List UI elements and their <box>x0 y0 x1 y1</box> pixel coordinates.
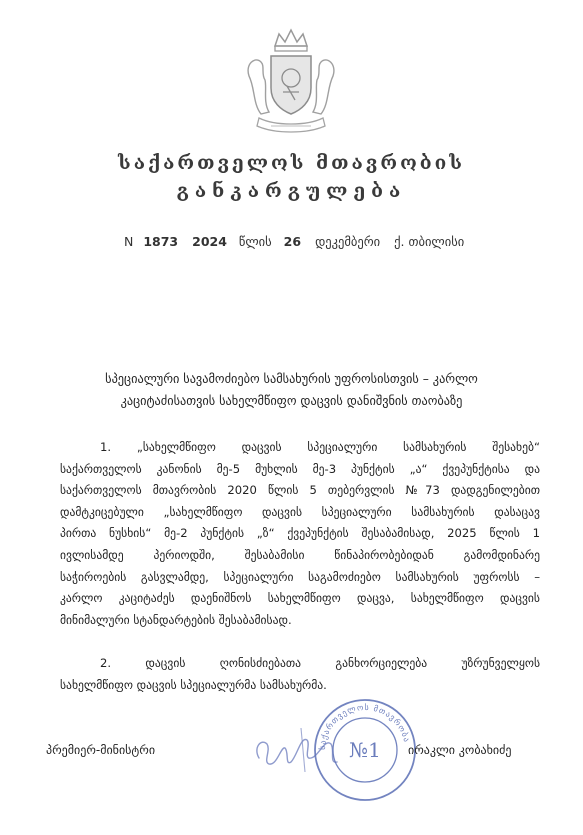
document-meta <box>124 234 464 249</box>
paragraph-line: კარლო კაციტაძეს დაენიშნოს სახელმწიფო დაცვა, სახელმწიფო დაცვის <box>60 591 540 606</box>
number-sign: N <box>124 234 134 249</box>
year-word: წლის <box>238 234 272 249</box>
subject-line-1: სპეციალური სავამოძიებო სამსახურის უფროსისთვის – კარლო <box>105 372 478 386</box>
official-stamp <box>310 695 420 805</box>
document-number: 1873 <box>143 234 179 249</box>
document-year: 2024 <box>192 234 227 249</box>
paragraph-line: პირთა ნუსხის“ მე-2 პუნქტის „ზ“ ქვეპუნქტის შესაბამისად, 2025 წლის 1 <box>60 526 540 541</box>
document-city: ქ. თბილისი <box>394 234 465 249</box>
coat-of-arms-emblem <box>231 26 351 138</box>
subject-line-2: კაციტაძისათვის სახელმწიფო დაცვის დანიშვნის თაობაზე <box>120 394 463 408</box>
paragraph-1 <box>60 437 540 631</box>
signatory-name: ირაკლი კობახიძე <box>408 743 512 757</box>
paragraph-line: დამტკიცებული „სახელმწიფო დაცვის სპეციალური სამსახურის დასაცავ <box>60 504 540 519</box>
document-type-title: განკარგულება <box>176 180 407 202</box>
government-title: საქართველოს მთავრობის <box>118 152 465 174</box>
paragraph-line: საქართველოს კანონის მე-5 მუხლის მე-3 პუნქტის „ა“ ქვეპუნქტისა და <box>60 461 540 476</box>
stamp-ring-text: საქართველოს მთავრობა <box>317 702 412 751</box>
document-month: დეკემბერი <box>315 234 381 249</box>
paragraph-line: მინიმალური სტანდარტების შესაბამისად. <box>60 612 292 627</box>
paragraph-line: ივლისამდე პერიოდში, შესაბამისი წინაპირობებიდან გამომდინარე <box>60 547 540 562</box>
paragraph-line: საჭიროების გასვლამდე, სპეციალური საგამოძიებო სამსახურის უფროსს – <box>60 569 540 584</box>
document-day: 26 <box>283 234 302 249</box>
signatory-title: პრემიერ-მინისტრი <box>46 743 156 757</box>
paragraph-line: საქართველოს მთავრობის 2020 წლის 5 თებერვლის №73 დადგენილებით <box>60 483 540 498</box>
paragraph-2 <box>60 653 540 696</box>
stamp-number: №1 <box>349 738 381 762</box>
paragraph-line: 2. დაცვის ღონისძიებათა განხორციელება უზრუნველყოს <box>100 656 540 670</box>
paragraph-line: სახელმწიფო დაცვის სპეციალურმა სამსახურმა. <box>60 677 327 692</box>
paragraph-line: 1. „სახელმწიფო დაცვის სპეციალური სამსახურის შესახებ“ <box>100 440 540 454</box>
